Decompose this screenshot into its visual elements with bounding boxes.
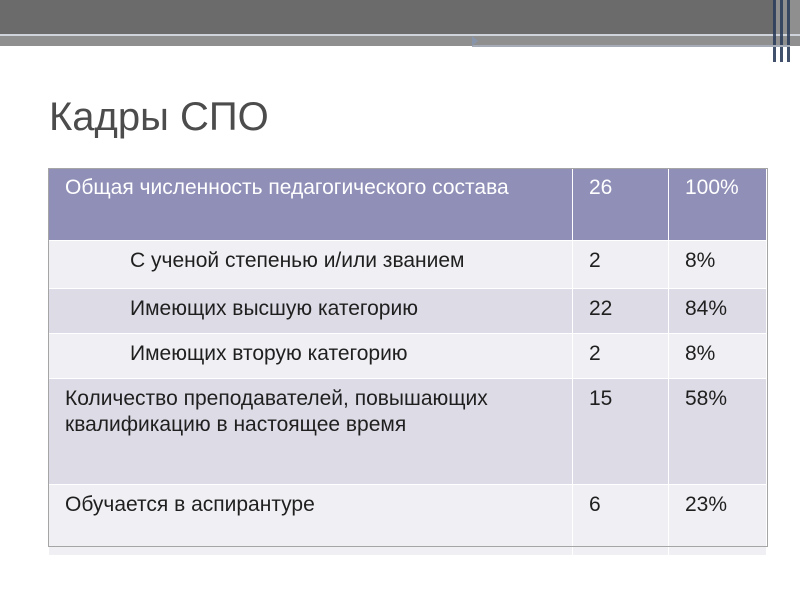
row-label-text: Общая численность педагогического состава xyxy=(65,176,509,199)
row-label xyxy=(49,241,573,289)
slide-accent-triangle xyxy=(472,36,478,46)
row-label xyxy=(49,334,573,379)
row-percent: 8% xyxy=(669,334,767,379)
row-percent: 84% xyxy=(669,289,767,334)
table-row-qualification-upgrade xyxy=(49,379,767,485)
row-label-text: Количество преподавателей, повышающих квалификацию в настоящее время xyxy=(65,387,488,436)
table-row-total-staff xyxy=(49,169,767,241)
row-label-text: Имеющих высшую категорию xyxy=(130,297,418,320)
slide-top-band-dark xyxy=(0,0,775,34)
row-count: 26 xyxy=(573,169,669,241)
slide-title: Кадры СПО xyxy=(49,95,269,139)
row-percent: 100% xyxy=(669,169,767,241)
table-row-second-category xyxy=(49,334,767,379)
row-count: 22 xyxy=(573,289,669,334)
table-row-degree xyxy=(49,241,767,289)
table-row-postgraduate xyxy=(49,485,767,556)
row-percent: 23% xyxy=(669,485,767,556)
row-count: 2 xyxy=(573,241,669,289)
table-row-higher-category xyxy=(49,289,767,334)
staff-table-container xyxy=(48,168,766,556)
staff-table xyxy=(48,168,767,556)
row-count: 2 xyxy=(573,334,669,379)
slide-decor-bars xyxy=(750,0,790,62)
row-percent: 8% xyxy=(669,241,767,289)
row-label-text: С ученой степенью и/или званием xyxy=(130,249,465,272)
row-count: 6 xyxy=(573,485,669,556)
row-label xyxy=(49,485,573,556)
slide-accent-line xyxy=(472,45,790,47)
slide-top-divider xyxy=(0,34,800,36)
row-label xyxy=(49,379,573,485)
row-label xyxy=(49,289,573,334)
row-percent: 58% xyxy=(669,379,767,485)
slide-top-band xyxy=(0,0,800,46)
row-label xyxy=(49,169,573,241)
row-label-text: Обучается в аспирантуре xyxy=(65,493,315,516)
decor-bar xyxy=(780,0,783,62)
decor-bar xyxy=(787,0,790,62)
decor-bar xyxy=(773,0,776,62)
row-label-text: Имеющих вторую категорию xyxy=(130,342,408,365)
row-count: 15 xyxy=(573,379,669,485)
